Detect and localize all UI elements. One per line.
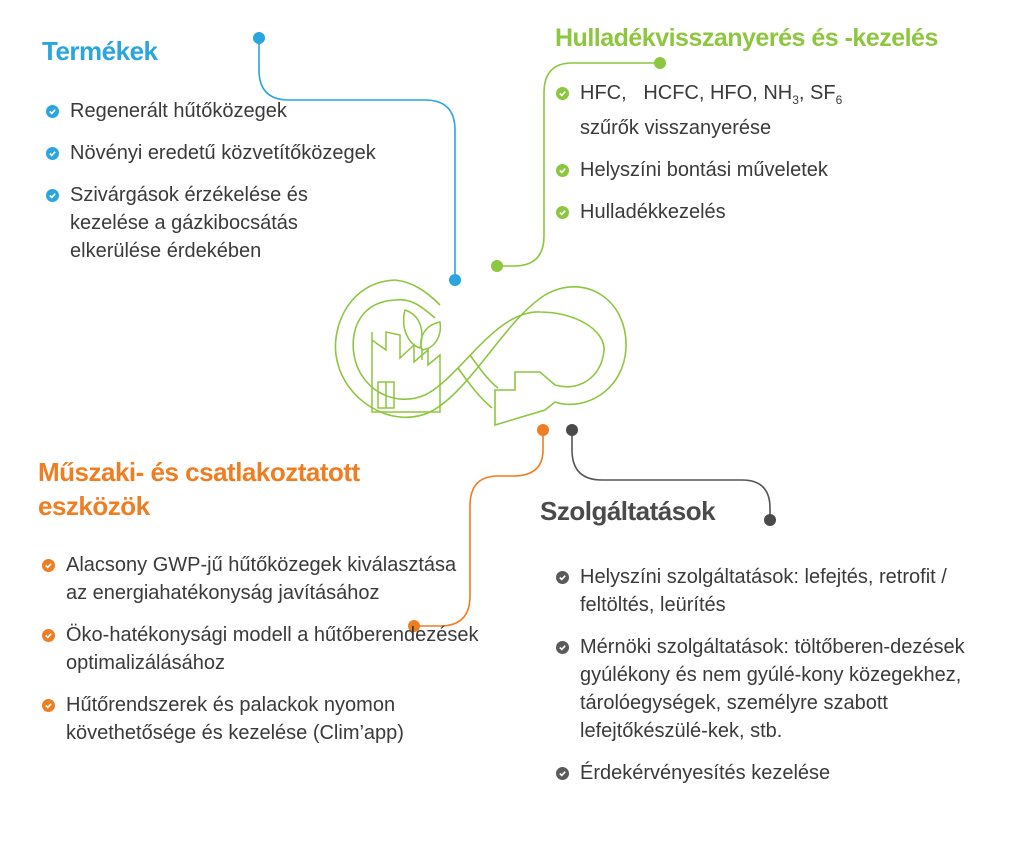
green-dot-bottom <box>491 260 503 272</box>
gray-dot-top <box>566 424 578 436</box>
check-icon <box>42 559 55 572</box>
products-title: Termékek <box>42 36 158 66</box>
list-item-label: Helyszíni szolgáltatások: lefejtés, retrofit / feltöltés, leürítés <box>580 566 947 616</box>
check-icon <box>556 164 569 177</box>
infinity-logo <box>335 280 626 425</box>
check-icon <box>42 629 55 642</box>
list-item <box>556 633 996 745</box>
gray-dot-bottom <box>764 514 776 526</box>
products-list <box>46 97 376 279</box>
check-icon <box>556 87 569 100</box>
list-item-label: Szivárgások érzékelése és kezelése a gázkibocsátás elkerülése érdekében <box>70 184 308 262</box>
list-item-label: Regenerált hűtőközegek <box>70 100 287 122</box>
list-item <box>556 759 996 787</box>
list-item-label: Öko-hatékonysági modell a hűtőberendezések optimalizálásához <box>66 624 479 674</box>
green-dot-top <box>654 57 666 69</box>
list-item <box>556 156 976 184</box>
check-icon <box>556 767 569 780</box>
services-list <box>556 563 996 801</box>
list-item <box>46 139 376 167</box>
waste-title: Hulladékvisszanyerés és -kezelés <box>555 24 938 52</box>
list-item-label: Növényi eredetű közvetítőközegek <box>70 142 376 164</box>
list-item-label: Érdekérvényesítés kezelése <box>580 762 831 784</box>
check-icon <box>556 206 569 219</box>
list-item <box>42 621 482 677</box>
list-item-label: Hulladékkezelés <box>580 201 726 223</box>
chemical-list: HFC, HCFC, HFO, $NH_3$, $SF_6$ <box>580 82 843 107</box>
check-icon <box>46 105 59 118</box>
list-item-label: szűrők visszanyerése <box>580 117 772 139</box>
equipment-list <box>42 551 482 761</box>
check-icon <box>556 571 569 584</box>
check-icon <box>42 699 55 712</box>
blue-dot-bottom <box>449 274 461 286</box>
list-item <box>46 97 376 125</box>
blue-dot-top <box>253 32 265 44</box>
list-item <box>42 691 482 747</box>
list-item <box>556 79 976 142</box>
list-item <box>556 198 976 226</box>
list-item-label: Hűtőrendszerek és palackok nyomon követhetősége és kezelése (Clim’app) <box>66 694 404 744</box>
services-title: Szolgáltatások <box>540 496 716 526</box>
waste-list <box>556 79 976 240</box>
check-icon <box>556 641 569 654</box>
orange-dot-top <box>537 424 549 436</box>
equipment-title: Műszaki- és csatlakoztatott eszközök <box>38 457 360 521</box>
check-icon <box>46 189 59 202</box>
list-item <box>556 563 996 619</box>
check-icon <box>46 147 59 160</box>
list-item-label: Alacsony GWP-jű hűtőközegek kiválasztása az energiahatékonyság javításához <box>66 554 457 604</box>
list-item <box>42 551 482 607</box>
list-item-label: Mérnöki szolgáltatások: töltőberen-dezések gyúlékony és nem gyúlé-kony közegekhez, tárolóegységek, személyre szabott lefejtőkészülé-kek, stb. <box>580 636 965 742</box>
list-item-label: Helyszíni bontási műveletek <box>580 159 828 181</box>
list-item <box>46 181 376 265</box>
